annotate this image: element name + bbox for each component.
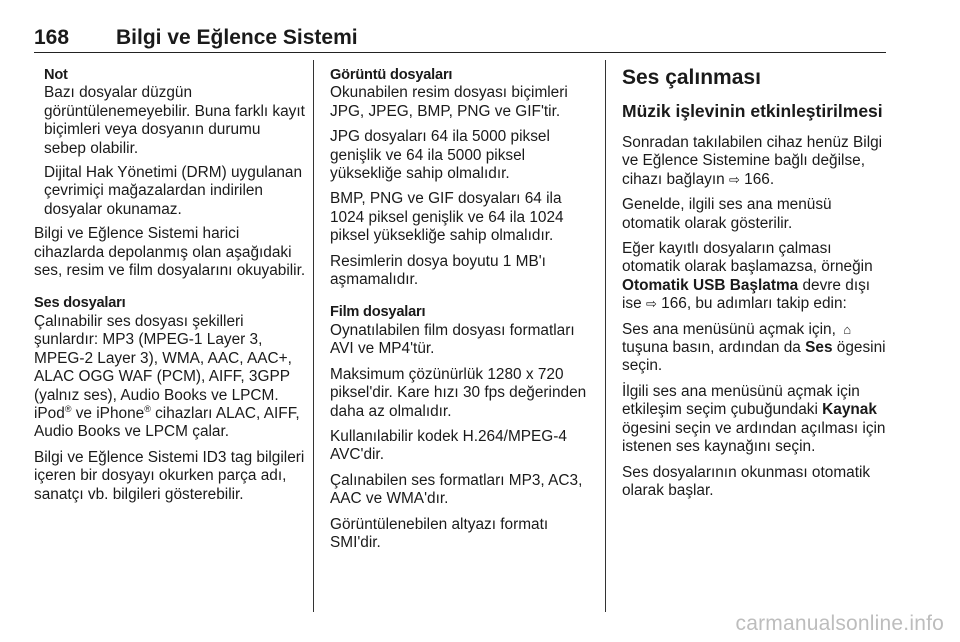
text-run: ögesini seçin ve ardından açılması için istenen ses kaynağını seçin.: [622, 419, 886, 456]
text-run: Sonradan takılabilen cihaz henüz Bilgi ve Eğlence Sistemine bağlı değilse, cihazı bağlayın: [622, 134, 883, 188]
text-run: ve iPhone: [71, 404, 145, 422]
chapter-title: Bilgi ve Eğlence Sistemi: [116, 26, 358, 49]
menu-term: Ses: [805, 339, 833, 357]
body-paragraph: [622, 240, 890, 314]
film-paragraph: Kullanılabilir kodek H.264/MPEG-4 AVC'dir.: [330, 427, 567, 464]
intro-paragraph: Bilgi ve Eğlence Sistemi harici cihazlarda depolanmış olan aşağıdaki ses, resim ve film dosyalarını okuyabilir.: [34, 225, 306, 280]
text-run: 166.: [739, 170, 775, 188]
registered-mark: ®: [144, 403, 151, 414]
page-ref-arrow-icon: ⇨: [645, 296, 657, 312]
registered-mark: ®: [64, 403, 72, 414]
audio-paragraph: [34, 313, 306, 442]
page-number: 168: [34, 26, 70, 49]
image-paragraph: Okunabilen resim dosyası biçimleri JPG, JPEG, BMP, PNG ve GIF'tir.: [330, 84, 568, 120]
watermark: carmanualsonline.info: [735, 612, 944, 635]
note-paragraph: Dijital Hak Yönetimi (DRM) uygulanan çevrimiçi mağazalardan indirilen dosyalar okunamaz.: [44, 164, 303, 218]
text-run: Çalınabilir ses dosyası şekilleri şunlardır: MP3 (MPEG-1 Layer 3, MPEG-2 Layer 3), WMA, AAC, AAC+, ALAC OGG WAF (PCM), AIFF, 3GPP (yalnız ses), Audio Books ve LPCM. iPod: [34, 312, 292, 422]
film-paragraph: Görüntülenebilen altyazı formatı SMI'dir.: [330, 515, 549, 551]
film-paragraph: Maksimum çözünürlük 1280 x 720 piksel'dir. Kare hızı 30 fps değerinden daha az olmalıdır.: [330, 365, 587, 420]
image-paragraph: Resimlerin dosya boyutu 1 MB'ı aşmamalıdır.: [330, 252, 546, 289]
text-run: Eğer kayıtlı dosyaların çalması otomatik olarak başlamazsa, örneğin: [622, 240, 873, 276]
page-header: [34, 16, 886, 53]
audio-paragraph: Bilgi ve Eğlence Sistemi ID3 tag bilgileri içeren bir dosyayı okurken parça adı, sanatçı vb. bilgileri gösterebilir.: [34, 448, 305, 503]
home-icon: ⌂: [843, 321, 852, 337]
image-paragraph: BMP, PNG ve GIF dosyaları 64 ila 1024 piksel genişlik ve 64 ila 1024 piksel yüksekliğe sahip olmalıdır.: [330, 190, 564, 245]
column-2: [330, 66, 598, 559]
note-box: [34, 66, 306, 219]
column-divider: [313, 60, 314, 612]
menu-term: Kaynak: [822, 401, 877, 419]
text-run: ögesini seçin.: [622, 339, 886, 375]
text-run: tuşuna basın, ardından da: [622, 339, 806, 357]
section-title-film: Film dosyaları: [330, 304, 426, 321]
note-paragraph: Bazı dosyalar düzgün görüntülenemeyebilir. Buna farklı kayıt biçimleri veya dosyanın durumu sebep olabilir.: [44, 84, 305, 157]
film-paragraph: Oynatılabilen film dosyası formatları AVI ve MP4'tür.: [330, 321, 575, 358]
body-paragraph: Ses dosyalarının okunması otomatik olarak başlar.: [622, 463, 871, 499]
section-subheading: Müzik işlevinin etkinleştirilmesi: [622, 101, 883, 121]
column-1: [34, 66, 306, 511]
page-ref-arrow-icon: ⇨: [728, 171, 740, 187]
image-paragraph: JPG dosyaları 64 ila 5000 piksel genişlik ve 64 ila 5000 piksel yüksekliğe sahip olmalıdır.: [330, 128, 550, 183]
column-divider: [605, 60, 606, 612]
section-heading: Ses çalınması: [622, 66, 761, 89]
text-run: 166, bu adımları takip edin:: [656, 295, 847, 313]
body-paragraph: [622, 134, 890, 189]
section-title-audio: Ses dosyaları: [34, 295, 126, 312]
film-paragraph: Çalınabilen ses formatları MP3, AC3, AAC ve WMA'dır.: [330, 471, 583, 508]
body-paragraph: [622, 383, 890, 457]
note-title: Not: [44, 67, 68, 83]
text-run: Ses ana menüsünü açmak için,: [622, 320, 841, 338]
text-run: devre dışı ise: [622, 276, 871, 313]
body-paragraph: Genelde, ilgili ses ana menüsü otomatik olarak gösterilir.: [622, 196, 832, 232]
section-title-image: Görüntü dosyaları: [330, 67, 453, 83]
menu-term: Otomatik USB Başlatma: [622, 276, 799, 294]
text-run: İlgili ses ana menüsünü açmak için etkileşim seçim çubuğundaki: [622, 382, 860, 419]
column-3: [622, 66, 890, 507]
text-run: cihazları ALAC, AIFF, Audio Books ve LPCM çalar.: [34, 404, 300, 441]
body-paragraph: [622, 321, 890, 376]
